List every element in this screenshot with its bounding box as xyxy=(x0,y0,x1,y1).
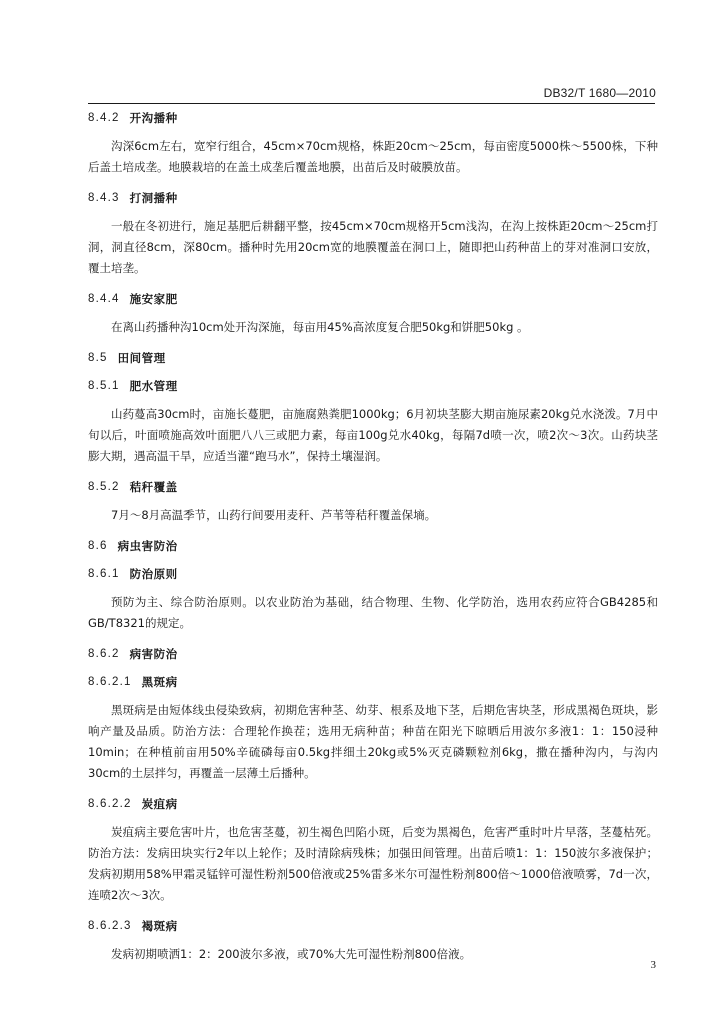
section-number: 8.5.1 xyxy=(88,380,120,392)
section-heading xyxy=(88,916,658,937)
section-heading xyxy=(88,794,658,815)
section-number: 8.6 xyxy=(88,540,108,552)
standard-code: DB32/T 1680—2010 xyxy=(543,86,656,100)
section-title: 病害防治 xyxy=(129,647,178,661)
paragraph: 7月～8月高温季节，山药行间要用麦秆、芦苇等秸秆覆盖保墒。 xyxy=(111,508,437,522)
paragraph: 黑斑病是由短体线虫侵染致病，初期危害种茎、幼芽、根系及地下茎，后期危害块茎，形成黑褐色斑块，影响产量及品质。防治方法：合理轮作换茬；选用无病种苗；种苗在阳光下晾晒后用波尔多液1：1：150浸种10min；在种植前亩用50%辛硫磷每亩0.5kg拌细土20kg或5%灭克磷颗粒剂6kg，撒在播种沟内，与沟内30cm的土层拌匀，再覆盖一层薄土后播种。 xyxy=(88,703,658,780)
section-number: 8.6.2.1 xyxy=(88,676,132,688)
paragraph: 炭疽病主要危害叶片，也危害茎蔓，初生褐色凹陷小斑，后变为黑褐色，危害严重时叶片早落，茎蔓枯死。防治方法：发病田块实行2年以上轮作；及时清除病残株；加强田间管理。出苗后喷1：1：150波尔多液保护；发病初期用58%甲霜灵锰锌可湿性粉剂500倍液或25%雷多米尔可湿性粉剂800倍～1000倍液喷雾，7d一次，连喷2次～3次。 xyxy=(88,825,658,902)
section-number: 8.4.2 xyxy=(88,112,120,124)
section-number: 8.6.2.3 xyxy=(88,920,132,932)
paragraph: 预防为主、综合防治原则。以农业防治为基础，结合物理、生物、化学防治，选用农药应符合GB4285和GB/T8321的规定。 xyxy=(88,595,658,630)
section-number: 8.6.2.2 xyxy=(88,798,132,810)
section-title: 田间管理 xyxy=(117,351,166,365)
paragraph: 沟深6cm左右，宽窄行组合，45cm×70cm规格，株距20cm～25cm，每亩密度5000株～5500株，下种后盖土培成垄。地膜栽培的在盖土成垄后覆盖地膜，出苗后及时破膜放苗。 xyxy=(88,139,658,174)
section-number: 8.6.2 xyxy=(88,648,120,660)
section-title: 肥水管理 xyxy=(129,379,178,393)
section-heading xyxy=(88,644,658,665)
section-heading xyxy=(88,477,658,498)
section-number: 8.5 xyxy=(88,352,108,364)
section-title: 褐斑病 xyxy=(141,919,178,933)
section-title: 黑斑病 xyxy=(141,675,178,689)
section-heading xyxy=(88,348,658,369)
section-heading xyxy=(88,376,658,397)
section-title: 开沟播种 xyxy=(129,111,178,125)
section-number: 8.4.3 xyxy=(88,192,120,204)
section-title: 防治原则 xyxy=(129,567,178,581)
section-heading xyxy=(88,672,658,693)
paragraph: 发病初期喷洒1：2：200波尔多液，或70%大先可湿性粉剂800倍液。 xyxy=(111,947,472,961)
section-title: 打洞播种 xyxy=(129,191,178,205)
page-number: 3 xyxy=(650,959,656,971)
section-heading xyxy=(88,188,658,209)
section-title: 病虫害防治 xyxy=(117,539,178,553)
section-number: 8.4.4 xyxy=(88,293,120,305)
document-body xyxy=(88,108,658,965)
section-title: 炭疽病 xyxy=(141,797,178,811)
paragraph: 在离山药播种沟10cm处开沟深施，每亩用45%高浓度复合肥50kg和饼肥50kg 。 xyxy=(111,320,529,334)
section-heading xyxy=(88,108,658,129)
paragraph: 山药蔓高30cm时，亩施长蔓肥，亩施腐熟粪肥1000kg；6月初块茎膨大期亩施尿素20kg兑水浇泼。7月中旬以后，叶面喷施高效叶面肥八八三或肥力素，每亩100g兑水40kg，每隔7d喷一次，喷2次～3次。山药块茎膨大期，遇高温干旱，应适当灌“跑马水”，保持土壤湿润。 xyxy=(88,407,658,463)
section-title: 秸秆覆盖 xyxy=(129,480,178,494)
section-number: 8.6.1 xyxy=(88,568,120,580)
section-title: 施安家肥 xyxy=(129,292,178,306)
section-number: 8.5.2 xyxy=(88,481,120,493)
section-heading xyxy=(88,289,658,310)
section-heading xyxy=(88,564,658,585)
header-divider xyxy=(88,103,655,104)
section-heading xyxy=(88,536,658,557)
paragraph: 一般在冬初进行，施足基肥后耕翻平整，按45cm×70cm规格开5cm浅沟，在沟上按株距20cm～25cm打洞，洞直径8cm，深80cm。播种时先用20cm宽的地膜覆盖在洞口上，随即把山药种苗上的芽对准洞口安放，覆土培垄。 xyxy=(88,219,658,275)
